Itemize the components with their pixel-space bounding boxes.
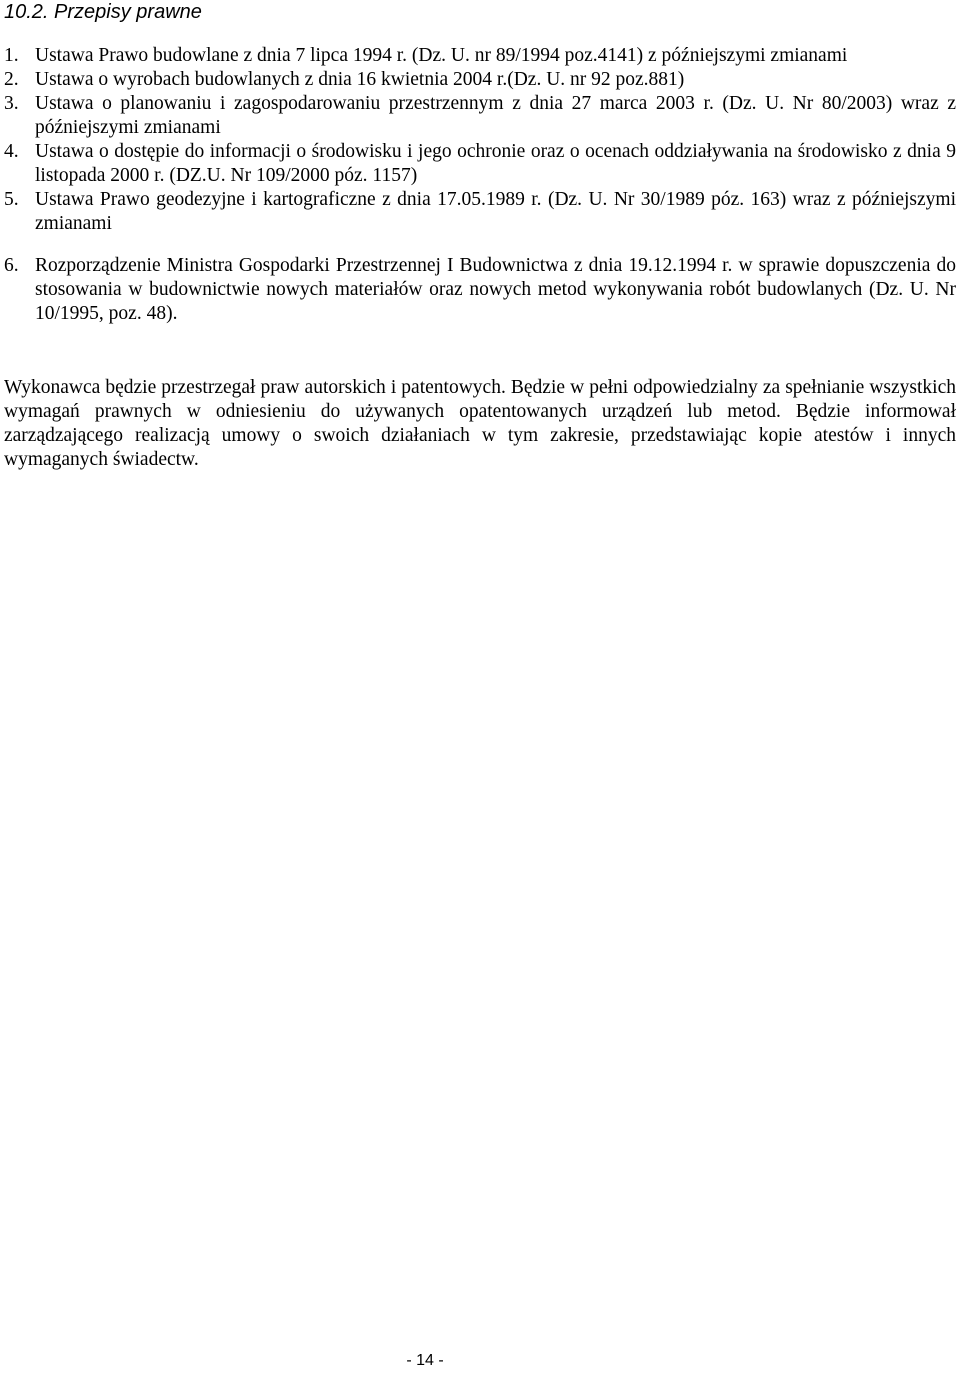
list-item bbox=[4, 92, 956, 140]
list-item-text: Ustawa o dostępie do informacji o środowisku i jego ochronie oraz o ocenach oddziaływania na środowisko z dnia 9 listopada 2000 r. (DZ.U. Nr 109/2000 póz. 1157) bbox=[35, 141, 956, 186]
list-item-number: 1. bbox=[4, 45, 19, 66]
list-item-number: 4. bbox=[4, 141, 19, 162]
list-item-text: Ustawa Prawo geodezyjne i kartograficzne z dnia 17.05.1989 r. (Dz. U. Nr 30/1989 póz. 163) wraz z późniejszymi zmianami bbox=[35, 189, 956, 234]
list-item-text: Rozporządzenie Ministra Gospodarki Przestrzennej I Budownictwa z dnia 19.12.1994 r. w sprawie dopuszczenia do stosowania w budownictwie nowych materiałów oraz nowych metod wykonywania robót budowlanych (Dz. U. Nr 10/1995, poz. 48). bbox=[35, 255, 956, 324]
list-item-text: Ustawa Prawo budowlane z dnia 7 lipca 1994 r. (Dz. U. nr 89/1994 poz.4141) z późniejszymi zmianami bbox=[35, 45, 848, 66]
list-item bbox=[4, 254, 956, 326]
page-number: - 14 - bbox=[406, 1352, 444, 1369]
list-item-text: Ustawa o planowaniu i zagospodarowaniu przestrzennym z dnia 27 marca 2003 r. (Dz. U. Nr 80/2003) wraz z późniejszymi zmianami bbox=[35, 93, 956, 138]
section-heading: 10.2. Przepisy prawne bbox=[4, 1, 202, 23]
list-item bbox=[4, 140, 956, 188]
list-item-number: 3. bbox=[4, 93, 19, 114]
list-item bbox=[4, 188, 956, 236]
list-item bbox=[4, 68, 956, 92]
regulations-list bbox=[4, 44, 956, 326]
list-item-text: Ustawa o wyrobach budowlanych z dnia 16 kwietnia 2004 r.(Dz. U. nr 92 poz.881) bbox=[35, 69, 685, 90]
list-item bbox=[4, 44, 956, 68]
list-item-number: 6. bbox=[4, 255, 19, 276]
list-item-number: 2. bbox=[4, 69, 19, 90]
list-item-number: 5. bbox=[4, 189, 19, 210]
contractor-paragraph: Wykonawca będzie przestrzegał praw autorskich i patentowych. Będzie w pełni odpowiedzialny za spełnianie wszystkich wymagań prawnych w odniesieniu do używanych opatentowanych urządzeń lub metod. Będzie informował zarządzającego realizacją umowy o swoich działaniach w tym zakresie, przedstawiając kopie atestów i innych wymaganych świadectw. bbox=[4, 377, 956, 470]
